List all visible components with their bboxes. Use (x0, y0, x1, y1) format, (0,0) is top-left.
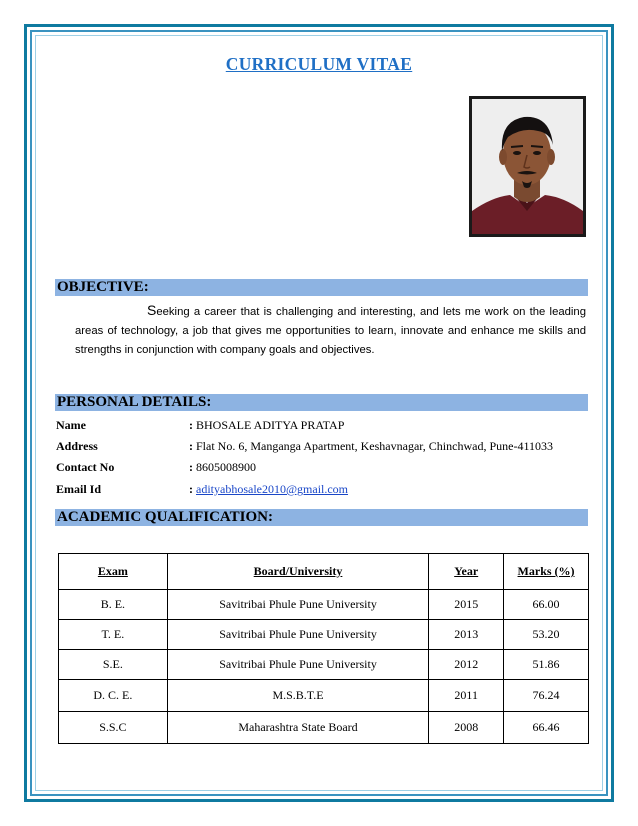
objective-first-letter: S (147, 302, 157, 318)
table-row (59, 680, 589, 712)
marks-cell: 66.46 (504, 712, 589, 744)
marks-cell: 53.20 (504, 620, 589, 650)
personal-details-heading: PERSONAL DETAILS: (55, 394, 588, 411)
profile-photo (469, 96, 586, 237)
email-label: Email Id (56, 482, 102, 496)
column-header: Year (429, 554, 504, 590)
column-header: Board/University (167, 554, 429, 590)
table-row (59, 650, 589, 680)
academic-heading: ACADEMIC QUALIFICATION: (55, 509, 588, 526)
academic-table (58, 553, 589, 744)
board-cell: Maharashtra State Board (167, 712, 429, 744)
name-label: Name (56, 418, 86, 432)
address-label: Address (56, 439, 98, 453)
year-cell: 2013 (429, 620, 504, 650)
objective-heading: OBJECTIVE: (55, 279, 588, 296)
name-value: BHOSALE ADITYA PRATAP (196, 418, 345, 432)
table-header-row (59, 554, 589, 590)
year-cell: 2012 (429, 650, 504, 680)
contact-value: 8605008900 (196, 460, 256, 474)
year-cell: 2011 (429, 680, 504, 712)
exam-cell: S.S.C (59, 712, 168, 744)
email-link[interactable]: adityabhosale2010@gmail.com (196, 482, 349, 496)
board-cell: Savitribai Phule Pune University (167, 620, 429, 650)
marks-cell: 76.24 (504, 680, 589, 712)
table-row (59, 620, 589, 650)
contact-label: Contact No (56, 460, 115, 474)
table-row (59, 590, 589, 620)
year-cell: 2015 (429, 590, 504, 620)
address-value: Flat No. 6, Manganga Apartment, Keshavnagar, Chinchwad, Pune-411033 (196, 439, 553, 453)
exam-cell: S.E. (59, 650, 168, 680)
objective-text (75, 301, 586, 360)
marks-cell: 51.86 (504, 650, 589, 680)
exam-cell: B. E. (59, 590, 168, 620)
column-header: Exam (59, 554, 168, 590)
board-cell: Savitribai Phule Pune University (167, 590, 429, 620)
exam-cell: D. C. E. (59, 680, 168, 712)
board-cell: M.S.B.T.E (167, 680, 429, 712)
board-cell: Savitribai Phule Pune University (167, 650, 429, 680)
table-row (59, 712, 589, 744)
document-title: CURRICULUM VITAE (225, 54, 413, 74)
exam-cell: T. E. (59, 620, 168, 650)
marks-cell: 66.00 (504, 590, 589, 620)
column-header: Marks (%) (504, 554, 589, 590)
objective-body: eeking a career that is challenging and interesting, and lets me work on the leading areas of technology, a job that gives me opportunities to learn, innovate and enhance me skills and strengths in conjunction with company goals and objectives. (75, 306, 586, 356)
year-cell: 2008 (429, 712, 504, 744)
